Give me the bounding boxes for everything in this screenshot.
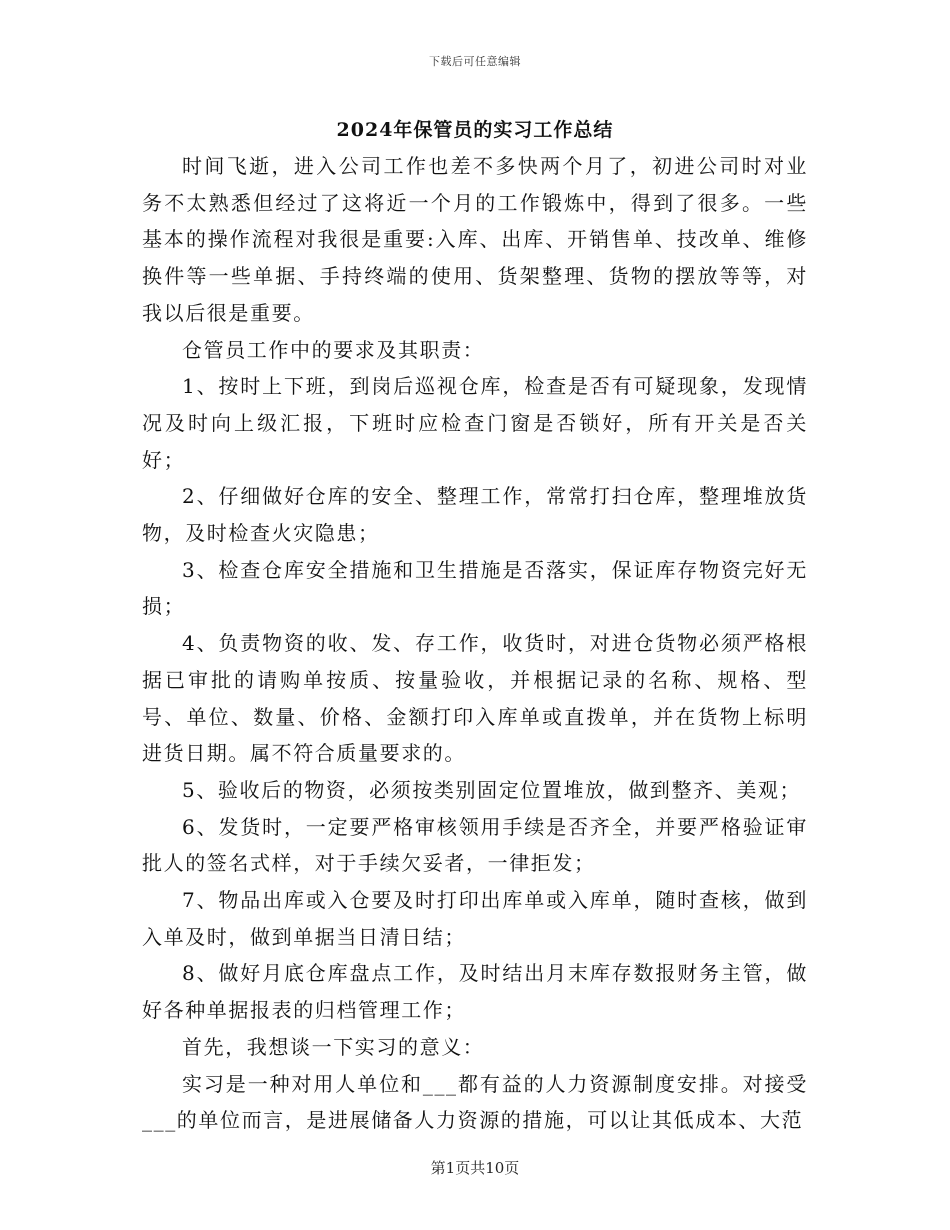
paragraph-duties-heading: 仓管员工作中的要求及其职责： bbox=[182, 337, 485, 362]
page-number-footer: 第1页共10页 bbox=[430, 1159, 520, 1177]
paragraph-duty-2: 2、仔细做好仓库的安全、整理工作，常常打扫仓库，整理堆放货物，及时检查火灾隐患； bbox=[142, 484, 808, 546]
paragraph-intro: 时间飞逝，进入公司工作也差不多快两个月了，初进公司时对业务不太熟悉但经过了这将近一个月的工作锻炼中，得到了很多。一些基本的操作流程对我很是重要:入库、出库、开销售单、技改单、维修换件等一些单据、手持终端的使用、货架整理、货物的摆放等等，对我以后很是重要。 bbox=[142, 154, 808, 325]
paragraph-duty-7: 7、物品出库或入仓要及时打印出库单或入库单，随时查核，做到入单及时，做到单据当日清日结； bbox=[142, 888, 808, 949]
document-title: 2024年保管员的实习工作总结 bbox=[336, 119, 614, 141]
document-body bbox=[142, 148, 808, 1139]
paragraph-duty-6: 6、发货时，一定要严格审核领用手续是否齐全，并要严格验证审批人的签名式样，对于手续欠妥者，一律拒发； bbox=[142, 814, 808, 876]
paragraph-duty-3: 3、检查仓库安全措施和卫生措施是否落实，保证库存物资完好无损； bbox=[142, 557, 808, 619]
paragraph-duty-5: 5、验收后的物资，必须按类别固定位置堆放，做到整齐、美观； bbox=[182, 777, 802, 802]
paragraph-duty-8: 8、做好月底仓库盘点工作，及时结出月末库存数报财务主管，做好各种单据报表的归档管理工作； bbox=[142, 961, 808, 1023]
paragraph-internship-meaning: 实习是一种对用人单位和___都有益的人力资源制度安排。对接受___的单位而言，是进展储备人力资源的措施，可以让其低成本、大范 bbox=[142, 1071, 808, 1133]
paragraph-duty-1: 1、按时上下班，到岗后巡视仓库，检查是否有可疑现象，发现情况及时向上级汇报，下班时应检查门窗是否锁好，所有开关是否关好； bbox=[142, 374, 808, 472]
paragraph-meaning-heading: 首先，我想谈一下实习的意义： bbox=[182, 1034, 485, 1059]
paragraph-duty-4: 4、负责物资的收、发、存工作，收货时，对进仓货物必须严格根据已审批的请购单按质、按量验收，并根据记录的名称、规格、型号、单位、数量、价格、金额打印入库单或直拨单，并在货物上标明进货日期。属不符合质量要求的。 bbox=[142, 631, 808, 766]
page-header-note: 下载后可任意编辑 bbox=[429, 55, 521, 68]
